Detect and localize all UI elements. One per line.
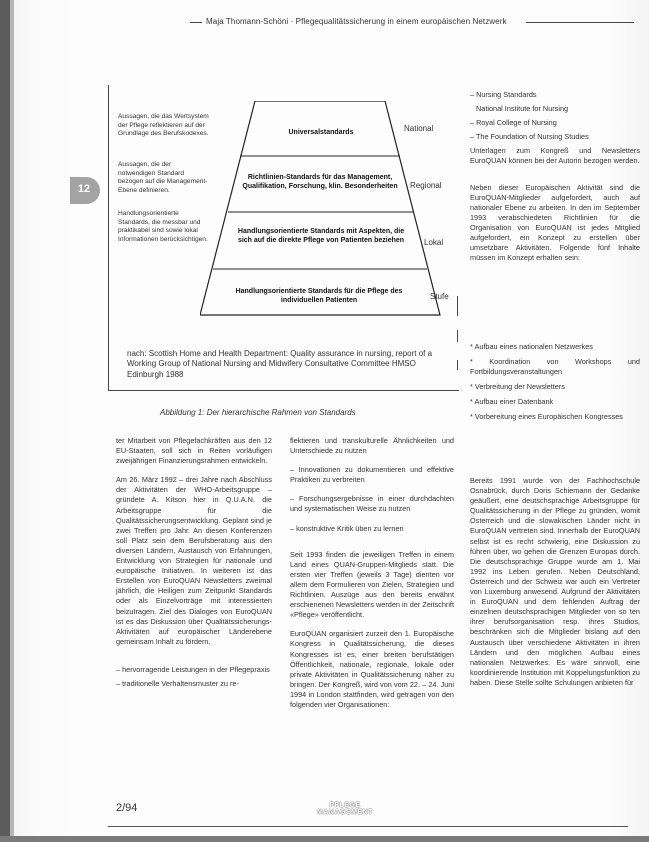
text-column-2	[290, 436, 454, 719]
logo-line: MANAGEMENT	[317, 809, 373, 816]
page-tab-number: 12	[77, 183, 91, 195]
list-item: – The Foundation of Nursing Studies	[470, 132, 589, 142]
logo-line: PFLEGE	[329, 802, 361, 809]
list-item: – konstruktive Kritik üben zu lernen	[290, 523, 404, 533]
scope-label-1: National	[404, 124, 434, 133]
text-column-3	[470, 90, 640, 263]
running-header: Maja Thomann-Schöni · Pflegequalitätssicherung in einem europäischen Netzwerk	[206, 17, 507, 26]
list-item: – Royal College of Nursing	[470, 118, 557, 128]
paragraph: Unterlagen zum Kongreß und Newsletters EuroQUAN können bei der Autorin bezogen werden.	[470, 146, 640, 166]
paragraph: EuroQUAN organisiert zurzeit den 1. Europäische Kongress in Qualitätssicherung, die dieses Kongresses ist es, einer breiten berufstätigen Öffentlichkeit, nationale, regionale, lokale oder private Aktivitäten in Qualitätssicherung näher zu bringen. Der Kongreß, wird von vom 22. – 24. Juni 1994 in London stattfinden, wird getragen von den folgenden vier Organisationen:	[290, 629, 454, 709]
paragraph: Neben dieser Europäischen Aktivität sind die EuroQUAN-Mitglieder aufgefordert, auch auf nationaler Ebene zu arbeiten. In den im September 1993 verabschiedeten Richtlinien für die Organisation von EuroQUAN ist jedes Mitglied aufgefordert, ein Konzept zu erstellen über umsetzbare Aktivitäten. Folgende fünf Inhalte müssen im Konzept erhalten sein:	[470, 182, 640, 263]
paragraph: Am 26. März 1992 – drei Jahre nach Abschluss der Aktivitäten der WHO-Arbeitsgruppe – gründete A. Kitson hier in Q.U.A.N. die Arbeitsgruppe für die Qualitätssicherungsentwicklung. Geplant sind je zwei Treffen pro Jahr. An diesen Konferenzen soll Platz sein dem Berufsberatung aus den diversen Ländern, Austausch von Erfahrungen, Entwicklung von Strategien für nationale und europäische Initiativen. In weiteren ist das Erstellen von EuroQUAN Newsletters zweimal jährlich, die Heiligen zum Zeitpunkt Standards oder als Einzelvorträge mit interessierten beizutragen. Ziel des Dialoges von EuroQUAN ist es das Diskussion über Qualitätssicherungs-Aktivitäten auf europäischer Länderebene gemeinsam Inhalt zu fördern.	[116, 475, 272, 646]
figure-caption: Abbildung 1: Der hierarchische Rahmen von Standards	[160, 408, 356, 417]
paragraph: Bereits 1991 wurde von der Fachhochschule Osnabrück, durch Doris Schiemann der Gedanke geäußert, eine deutschsprachige Arbeitsgruppe für Qualitätssicherung in der Pflege zu gründen, womit Österreich und die slowakischen Länder nicht in EuroQUAN vertreten sind. Innerhalb der EuroQUAN selbst ist es recht schwierig, eine Diskussion zu führen über, wo gehen die Grenzen Europas durch. Die deutschsprachige Gruppe wurde am 1. Mai 1992 ins Leben gerufen. Neben Deutschland, Österreich und der Schweiz war auch ein Vertreter von Luxemburg anwesend. Aufgrund der Aktivitäten in EuroQUAN und dem fehlenden Auftrag der einzelnen deutschsprachigen Mitglieder von so ten ihrer berufsorganisation resp. ihres Studios, beschränken sich die Mitglieder bislang auf den Austausch über verschiedene Aktivitäten in ihren Ländern und den möglichen Aufbau eines nationalen Netzwerkes. Es wäre sinnvoll, eine koordinierende Institution mit Koppelungsfunktion zu haben. Diese Stelle sollte Schulungen anbieten für	[470, 476, 640, 687]
figure-tick	[457, 296, 458, 316]
scope-label-3: Lokal	[424, 238, 444, 247]
scope-label-2: Regional	[410, 181, 442, 190]
list-item: – Forschungsergebnisse in einer durchdachten und systematischen Weise zu nutzen	[290, 494, 454, 514]
list-item: – hervorragende Leistungen in der Pflegepraxis	[116, 664, 270, 674]
left-edge	[10, 0, 14, 842]
text-column-1	[116, 436, 272, 698]
list-item: National Institute for Nursing	[476, 104, 569, 114]
list-item: * Verbreitung der Newsletters	[470, 382, 565, 392]
list-item: – traditionelle Verhaltensmuster zu re-	[116, 678, 239, 688]
magazine-logo	[300, 802, 390, 816]
figure-source: nach: Scottish Home and Health Department: Quality assurance in nursing, report of a Working Group of National Nursing and Midwifery Consultative Committee HMSO Edinburgh 1988	[127, 349, 433, 379]
list-item: * Aufbau einer Datenbank	[470, 397, 554, 407]
page-number: 2/94	[116, 802, 138, 814]
header-rule-right	[526, 22, 634, 23]
list-item: – Nursing Standards	[470, 90, 537, 99]
bottom-edge	[0, 836, 649, 842]
figure-tick	[457, 330, 458, 342]
paragraph: ter Mitarbeit von Pflegefachkräften aus den 12 EU-Staaten, soll sich in Reiten vorläufigen zweijährigen Finanzierungsrahmen entwickeln.	[116, 436, 272, 466]
pyramid-level-3: Handlungsorientierte Standards mit Aspekten, die sich auf die direkte Pflege von Patienten beziehen	[237, 228, 405, 244]
list-item: * Vorbereitung eines Europäischen Kongresses	[470, 412, 623, 422]
paragraph: flektieren und transkulturelle Ähnlichkeiten und Unterschiede zu nutzen	[290, 436, 454, 456]
aims-list	[470, 342, 640, 428]
scope-label-4: Stufe	[430, 292, 449, 301]
footer-rule	[108, 826, 628, 827]
text-column-3-bottom	[470, 476, 640, 697]
figure-description-3: Handlungsorientierte Standards, die messbar und praktikabel sind sowie lokal Informationen berücksichtigen.	[118, 210, 208, 243]
header-rule-left	[190, 22, 202, 23]
figure-description-2: Aussagen, die der notwendigen Standard bezogen auf die Management-Ebene definieren.	[118, 161, 208, 194]
list-item: * Aufbau eines nationalen Netzwerkes	[470, 342, 593, 351]
list-item: – Innovationen zu dokumentieren und effektive Praktiken zu verbreiten	[290, 465, 454, 485]
left-shadow	[0, 0, 10, 842]
paragraph: Seit 1993 finden die jeweiligen Treffen in einem Land eines QUAN-Gruppen-Mitglieds statt. Die ersten vier Treffen (jeweils 3 Tage) dienten vor allem dem Formulieren von Zielen, Strategien und Richtlinien. Auszüge aus den bereits erwähnt erschienenen Newsletters werden in der Zeitschrift «Pflege» veröffentlicht.	[290, 549, 454, 620]
figure-description-1: Aussagen, die das Wertsystem der Pflege reflektieren auf der Grundlage des Berufskodexes.	[118, 113, 209, 138]
figure-tick	[457, 360, 458, 370]
pyramid-level-2: Richtlinien-Standards für das Management, Qualifikation, Forschung, klin. Besonderheiten	[242, 174, 398, 190]
list-item: * Koordination von Workshops und Fortbildungsveranstaltungen	[470, 357, 640, 377]
pyramid-level-1: Universalstandards	[288, 129, 354, 136]
pyramid-level-4: Handlungsorientierte Standards für die Pflege des individuellen Patienten	[235, 288, 403, 304]
